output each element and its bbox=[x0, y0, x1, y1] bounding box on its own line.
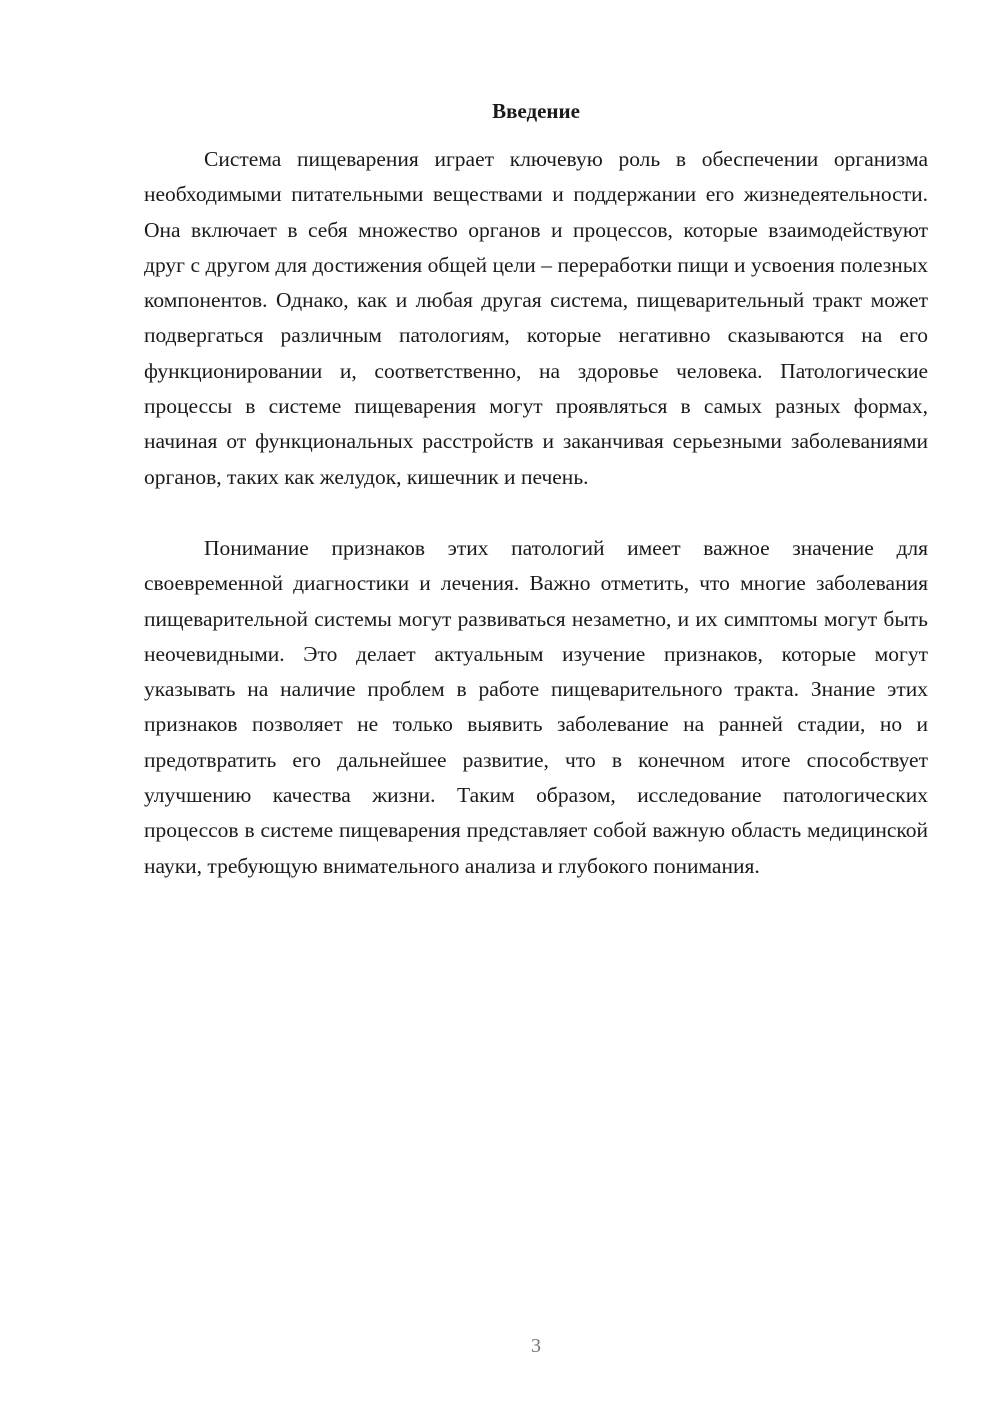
section-heading: Введение bbox=[492, 99, 580, 123]
page-number: 3 bbox=[531, 1335, 541, 1357]
paragraph-intro: Система пищеварения играет ключевую роль в обеспечении организма необходимыми питательными веществами и поддержании его жизнедеятельности. Она включает в себя множество органов и процессов, которые взаимодействуют друг с другом для достижения общей цели – переработки пищи и усвоения полезных компонентов. Однако, как и любая другая система, пищеварительный тракт может подвергаться различным патологиям, которые негативно сказываются на его функционировании и, соответственно, на здоровье человека. Патологические процессы в системе пищеварения могут проявляться в самых разных формах, начиная от функциональных расстройств и заканчивая серьезными заболеваниями органов, таких как желудок, кишечник и печень. bbox=[144, 147, 928, 489]
body-text bbox=[144, 142, 928, 884]
paragraph-signs: Понимание признаков этих патологий имеет важное значение для своевременной диагностики и лечения. Важно отметить, что многие заболевания пищеварительной системы могут развиваться незаметно, и их симптомы могут быть неочевидными. Это делает актуальным изучение признаков, которые могут указывать на наличие проблем в работе пищеварительного тракта. Знание этих признаков позволяет не только выявить заболевание на ранней стадии, но и предотвратить его дальнейшее развитие, что в конечном итоге способствует улучшению качества жизни. Таким образом, исследование патологических процессов в системе пищеварения представляет собой важную область медицинской науки, требующую внимательного анализа и глубокого понимания. bbox=[144, 535, 928, 878]
